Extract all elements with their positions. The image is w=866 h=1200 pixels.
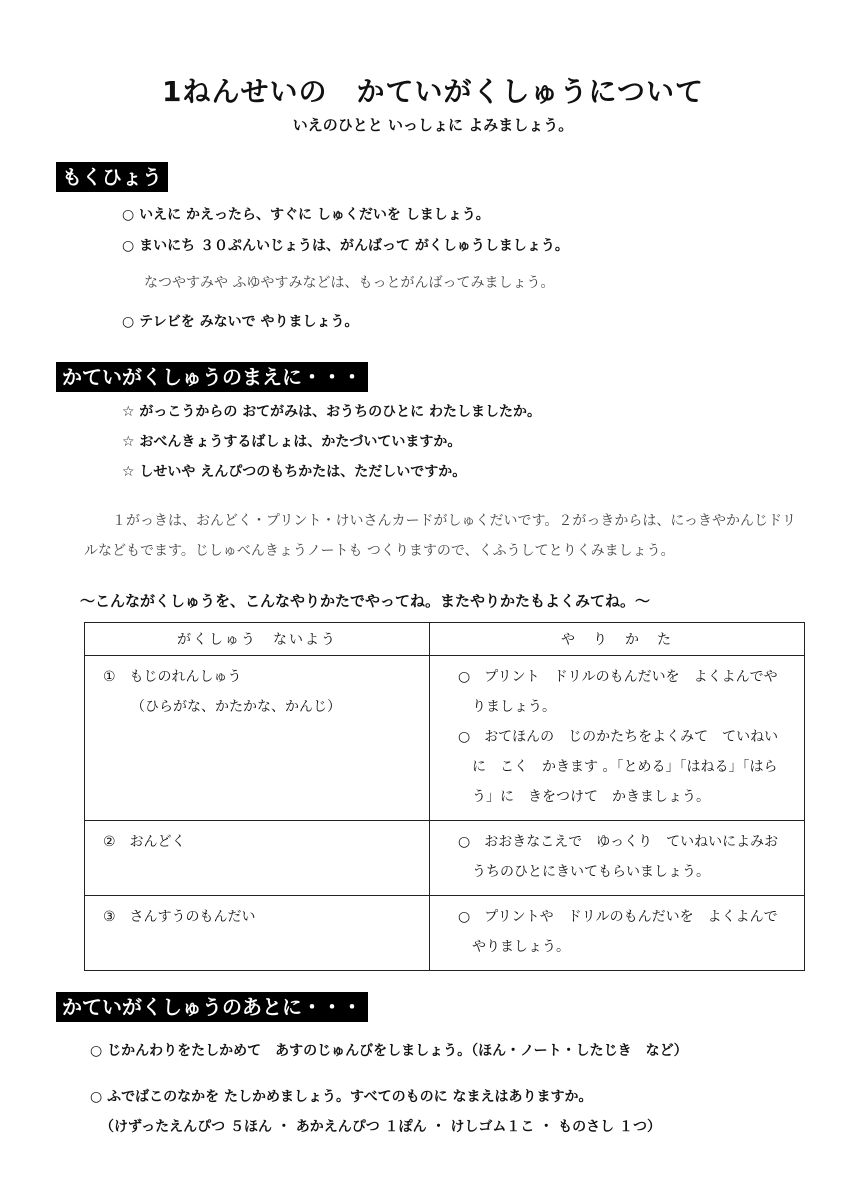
goal-item: ○ いえに かえったら、すぐに しゅくだいを しましょう。 (122, 207, 490, 223)
table-row (85, 656, 805, 821)
table-row (85, 896, 805, 971)
goal-item: ○ まいにち ３０ぷんいじょうは、がんばって がくしゅうしましょう。 (122, 238, 569, 254)
before-paragraph: １がっきは、おんどく・プリント・けいさんカードがしゅくだいです。２がっきからは、にっきやかんじドリルなどもでます。じしゅべんきょうノートも つくりますので、くふうしてとりくみましょう。 (84, 513, 797, 559)
content-label: ② おんどく (103, 834, 186, 850)
table-caption: ～こんながくしゅうを、こんなやりかたでやってね。またやりかたもよくみてね。～ (80, 592, 651, 610)
content-cell (85, 821, 430, 896)
method-item: ○ おてほんの じのかたちをよくみて ていねいに こく かきます 。「とめる」「はねる」「はらう」に きをつけて かきましょう。 (458, 729, 779, 805)
method-item: ○ おおきなこえで ゆっくり ていねいによみおうちのひとにきいてもらいましょう。 (458, 834, 779, 880)
before-item: ☆ しせいや えんぴつのもちかたは、ただしいですか。 (122, 464, 467, 480)
after-item: ○ ふでばこのなかを たしかめましょう。すべてのものに なまえはありますか。 (90, 1089, 593, 1105)
table-header-row (85, 623, 805, 656)
column-header-content: がくしゅう ないよう (85, 623, 430, 656)
page-title: 1ねんせいの かていがくしゅうについて (162, 75, 704, 108)
before-item: ☆ がっこうからの おてがみは、おうちのひとに わたしましたか。 (122, 404, 542, 420)
after-heading: かていがくしゅうのあとに・・・ (56, 992, 368, 1022)
column-header-method: や り か た (430, 623, 805, 656)
after-item-note: （けずったえんぴつ ５ほん ・ あかえんぴつ １ぽん ・ けしゴム１こ ・ ものさし １つ） (100, 1119, 662, 1135)
before-item: ☆ おべんきょうするばしょは、かたづいていますか。 (122, 434, 462, 450)
method-item: ○ プリントや ドリルのもんだいを よくよんで やりましょう。 (458, 909, 792, 955)
method-item: ○ プリント ドリルのもんだいを よくよんでやりましょう。 (458, 669, 778, 715)
method-cell (430, 821, 805, 896)
page-subtitle: いえのひとと いっしょに よみましょう。 (292, 116, 574, 134)
table-row (85, 821, 805, 896)
content-cell (85, 656, 430, 821)
after-item: ○ じかんわりをたしかめて あすのじゅんびをしましょう。（ほん・ノート・したじき など） (90, 1043, 688, 1059)
content-sublabel: （ひらがな、かたかな、かんじ） (131, 699, 341, 715)
content-label: ③ さんすうのもんだい (103, 909, 256, 925)
content-label: ① もじのれんしゅう (103, 669, 242, 685)
goal-item: ○ テレビを みないで やりましょう。 (122, 314, 359, 330)
method-cell (430, 896, 805, 971)
content-cell (85, 896, 430, 971)
study-plan-table (84, 622, 805, 971)
goal-note: なつやすみや ふゆやすみなどは、もっとがんばってみましょう。 (144, 275, 555, 291)
before-heading: かていがくしゅうのまえに・・・ (56, 362, 368, 392)
method-cell (430, 656, 805, 821)
goals-heading: もくひょう (56, 162, 168, 192)
